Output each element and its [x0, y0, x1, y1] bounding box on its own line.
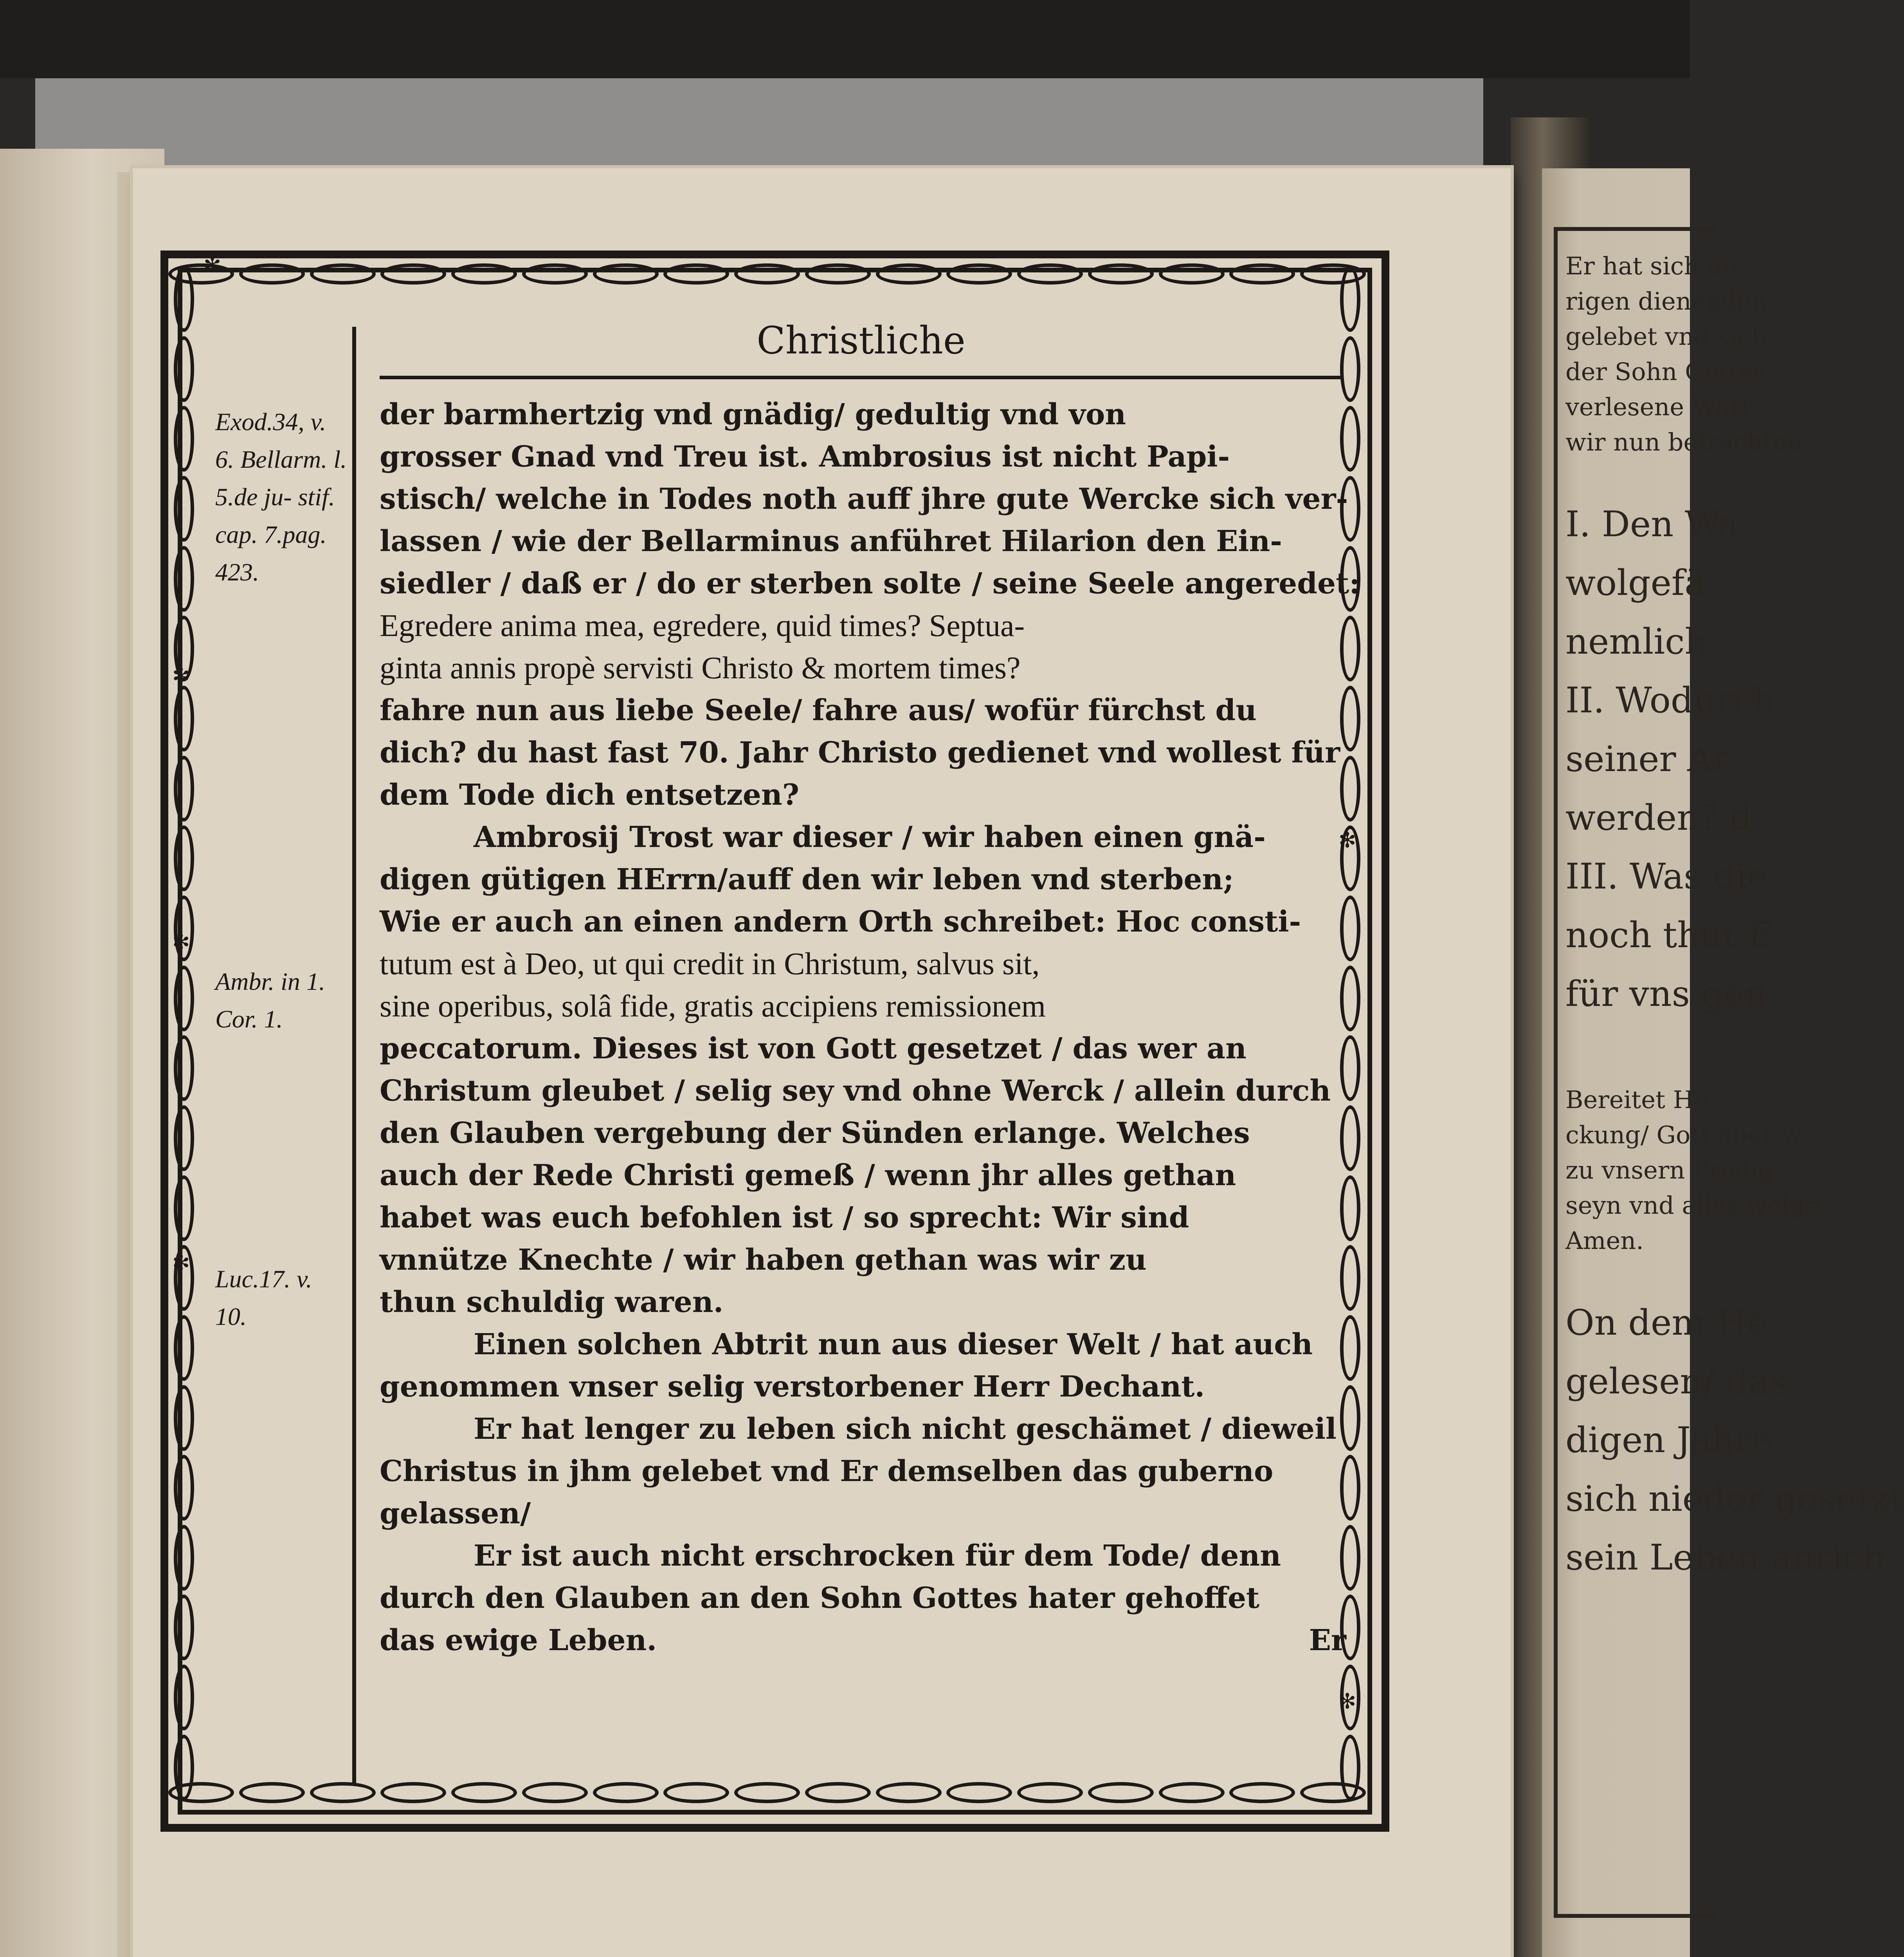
border-link-ornament: [876, 1782, 942, 1803]
facing-text-line: wir nun betrachten: [1565, 428, 1803, 456]
border-link-ornament: [946, 263, 1012, 285]
border-link-ornament: [946, 1782, 1012, 1803]
text-line: fahre nun aus liebe Seele/ fahre aus/ wofür fürchst du: [380, 694, 1257, 727]
border-ornament-bottom: [168, 1781, 1366, 1804]
facing-text-line: II. Wodurch: [1565, 680, 1775, 721]
text-line: Einen solchen Abtrit nun aus dieser Welt / hat auch: [474, 1328, 1313, 1361]
facing-text-line: digen Jahre: [1565, 1420, 1772, 1461]
text-line: tutum est à Deo, ut qui credit in Christum, salvus sit,: [380, 947, 1040, 981]
text-line: ginta annis propè servisti Christo & mortem times?: [380, 651, 1021, 685]
facing-text-line: Bereitet He: [1565, 1085, 1709, 1114]
text-line: Egredere anima mea, egredere, quid times? Septua-: [380, 609, 1025, 643]
border-link-ornament: [174, 686, 194, 751]
border-ornament-top: [168, 262, 1366, 286]
final-line: [380, 1619, 1346, 1661]
border-link-ornament: [663, 263, 729, 285]
border-link-ornament: [174, 1665, 194, 1730]
border-link-ornament: [1340, 1735, 1360, 1800]
facing-text-line: seyn vnd alles wolge: [1565, 1191, 1819, 1220]
border-link-ornament: [174, 1525, 194, 1591]
border-link-ornament: [174, 546, 194, 612]
border-link-ornament: [1088, 263, 1154, 285]
border-link-ornament: [174, 336, 194, 402]
text-line: Wie er auch an einen andern Orth schreibet: Hoc consti-: [380, 905, 1301, 939]
header-rule: [380, 376, 1342, 379]
text-line: der barmhertzig vnd gnädig/ gedultig vnd von: [380, 398, 1126, 431]
border-link-ornament: [1159, 1782, 1225, 1803]
border-link-ornament: [239, 263, 305, 285]
text-line: den Glauben vergebung der Sünden erlange. Welches: [380, 1116, 1250, 1150]
border-link-ornament: [876, 263, 942, 285]
text-line: grosser Gnad vnd Treu ist. Ambrosius ist nicht Papi-: [380, 440, 1230, 474]
facing-text-line: III. Was die: [1565, 856, 1768, 897]
border-link-ornament: [1340, 336, 1360, 402]
text-line: gelassen/: [380, 1497, 531, 1530]
facing-text-line: I. Den Wa: [1565, 504, 1739, 545]
border-link-ornament: [663, 1782, 729, 1803]
border-link-ornament: [734, 263, 800, 285]
facing-text-line: On dem He: [1565, 1302, 1768, 1343]
text-line: lassen / wie der Bellarminus anführet Hilarion den Ein-: [380, 524, 1282, 558]
border-link-ornament: [593, 263, 659, 285]
border-link-ornament: [174, 1175, 194, 1241]
facing-text-line: wolgefä: [1565, 562, 1706, 604]
facing-text-line: noch thut E: [1565, 915, 1774, 956]
text-line: dem Tode dich entsetzen?: [380, 778, 800, 812]
text-line: thun schuldig waren.: [380, 1285, 724, 1319]
page-body-text: [380, 393, 1360, 1661]
star-ornament-icon: ✻: [172, 663, 190, 688]
facing-text-line: nemlich: [1565, 621, 1708, 662]
facing-text-line: Er hat sich an: [1565, 252, 1738, 280]
border-link-ornament: [1017, 1782, 1083, 1803]
facing-text-line: Amen.: [1565, 1226, 1644, 1255]
text-line: Christus in jhm gelebet vnd Er demselben das guberno: [380, 1454, 1274, 1488]
facing-text-line: gelesen/ das: [1565, 1361, 1787, 1402]
margin-note-exodus: Exod.34, v. 6. Bellarm. l. 5.de ju- stif. cap. 7.pag. 423.: [215, 408, 347, 586]
border-link-ornament: [805, 263, 871, 285]
border-link-ornament: [380, 263, 446, 285]
facing-text-line: verlesene Wort: [1565, 393, 1751, 421]
border-ornament-left: [172, 266, 196, 1800]
border-link-ornament: [174, 966, 194, 1031]
border-link-ornament: [1159, 263, 1225, 285]
border-link-ornament: [174, 476, 194, 542]
border-link-ornament: [522, 263, 588, 285]
border-link-ornament: [451, 1782, 517, 1803]
border-link-ornament: [451, 263, 517, 285]
border-link-ornament: [734, 1782, 800, 1803]
border-link-ornament: [1229, 263, 1295, 285]
border-link-ornament: [1088, 1782, 1154, 1803]
text-line: Christum gleubet / selig sey vnd ohne Werck / allein durch: [380, 1074, 1331, 1108]
star-ornament-icon: ✻: [172, 1251, 190, 1275]
border-link-ornament: [174, 266, 194, 332]
text-line: dich? du hast fast 70. Jahr Christo gedienet vnd wollest für: [380, 736, 1340, 769]
text-line: Er ist auch nicht erschrocken für dem Tode/ denn: [474, 1539, 1281, 1573]
text-line: stisch/ welche in Todes noth auff jhre gute Wercke sich ver-: [380, 482, 1348, 516]
facing-text-line: zu vnsern Predig: [1565, 1156, 1774, 1184]
facing-text-line: sein Leben anrich: [1565, 1537, 1886, 1578]
text-line: vnnütze Knechte / wir haben gethan was wir zu: [380, 1243, 1147, 1277]
border-link-ornament: [174, 1315, 194, 1381]
star-ornament-icon: ✻: [204, 252, 222, 277]
border-link-ornament: [174, 825, 194, 891]
star-ornament-icon: ✻: [1338, 828, 1356, 852]
facing-text-line: der Sohn Gottes: [1565, 357, 1765, 386]
facing-text-line: werden? d: [1565, 797, 1752, 838]
facing-page: [1542, 168, 1904, 1957]
text-line: durch den Glauben an den Sohn Gottes hater gehoffet: [380, 1581, 1260, 1615]
border-link-ornament: [174, 1035, 194, 1101]
facing-text-line: ckung/ Gott aber w: [1565, 1121, 1802, 1149]
facing-text-line: gelebet vnd sich: [1565, 322, 1767, 351]
border-link-ornament: [593, 1782, 659, 1803]
facing-text-line: rigen dienenden: [1565, 287, 1767, 315]
border-link-ornament: [310, 1782, 376, 1803]
catchword: Er: [1309, 1624, 1346, 1657]
text-line: genommen vnser selig verstorbener Herr Dechant.: [380, 1370, 1205, 1404]
facing-page-frame: [1554, 227, 1714, 1918]
scan-background: [0, 0, 1690, 78]
border-link-ornament: [310, 263, 376, 285]
text-line: siedler / daß er / do er sterben solte / seine Seele angeredet:: [380, 567, 1360, 600]
border-link-ornament: [380, 1782, 446, 1803]
border-link-ornament: [174, 756, 194, 822]
margin-note-ambrose: Ambr. in 1. Cor. 1.: [215, 968, 325, 1033]
text-line: Ambrosij Trost war dieser / wir haben einen gnä-: [474, 820, 1266, 854]
border-link-ornament: [174, 1595, 194, 1660]
border-link-ornament: [805, 1782, 871, 1803]
border-link-ornament: [174, 406, 194, 472]
border-link-ornament: [1229, 1782, 1295, 1803]
facing-text-line: sich nieder gesetzt: [1565, 1478, 1904, 1519]
border-link-ornament: [522, 1782, 588, 1803]
border-link-ornament: [1017, 263, 1083, 285]
margin-rule: [352, 327, 356, 1783]
border-link-ornament: [239, 1782, 305, 1803]
border-link-ornament: [174, 1385, 194, 1451]
text-line: auch der Rede Christi gemeß / wenn jhr alles gethan: [380, 1159, 1236, 1192]
border-link-ornament: [174, 1735, 194, 1800]
border-link-ornament: [1340, 266, 1360, 332]
facing-text-line: für vns gen: [1565, 973, 1767, 1015]
text-line: peccatorum. Dieses ist von Gott gesetzet / das wer an: [380, 1032, 1247, 1065]
text-line: das ewige Leben.: [380, 1624, 657, 1657]
border-link-ornament: [174, 1455, 194, 1521]
text-line: habet was euch befohlen ist / so sprecht: Wir sind: [380, 1201, 1189, 1234]
text-line: Er hat lenger zu leben sich nicht geschämet / dieweil: [474, 1412, 1337, 1446]
star-ornament-icon: ✻: [172, 930, 190, 954]
facing-text-line: seiner Ar: [1565, 739, 1730, 780]
running-head: Christliche: [757, 319, 966, 362]
margin-note-luke: Luc.17. v. 10.: [215, 1265, 312, 1330]
border-link-ornament: [174, 1105, 194, 1171]
star-ornament-icon: ✻: [1338, 1689, 1356, 1714]
text-line: digen gütigen HErrn/auff den wir leben vnd sterben;: [380, 863, 1234, 896]
text-line: sine operibus, solâ fide, gratis accipiens remissionem: [380, 989, 1046, 1024]
